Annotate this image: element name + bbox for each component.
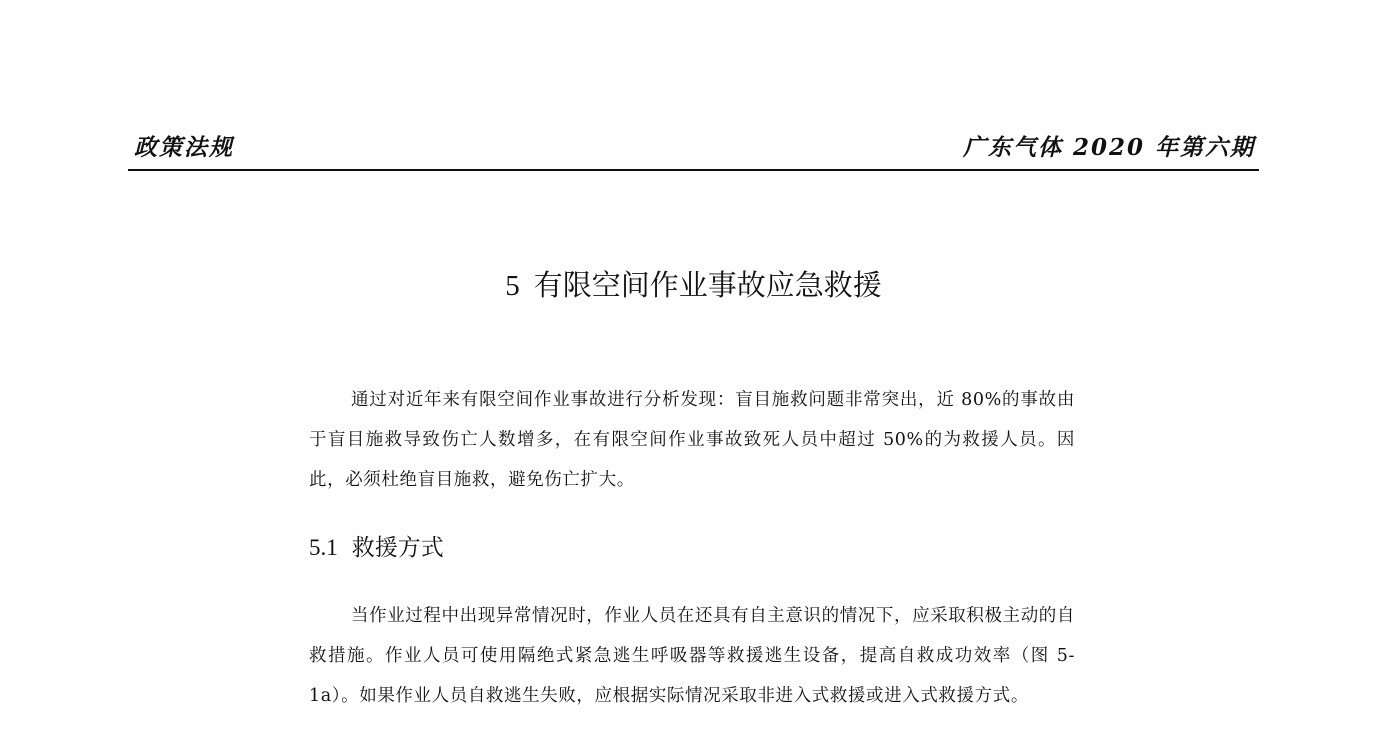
- chapter-number: 5: [505, 270, 520, 302]
- header-section-name: 政策法规: [134, 134, 234, 161]
- section-title: [309, 530, 444, 566]
- section-number: 5.1: [309, 535, 338, 560]
- intro-paragraph: 通过对近年来有限空间作业事故进行分析发现：盲目施救问题非常突出，近 80%的事故由于盲目施救导致伤亡人数增多，在有限空间作业事故致死人员中超过 50%的为救援人员。因此，必须杜绝盲目施救，避免伤亡扩大。: [309, 390, 1075, 490]
- section-paragraph: 当作业过程中出现异常情况时，作业人员在还具有自主意识的情况下，应采取积极主动的自救措施。作业人员可使用隔绝式紧急逃生呼吸器等救援逃生设备，提高自救成功效率（图 5-1a）。如果作业人员自救逃生失败，应根据实际情况采取非进入式救援或进入式救援方式。: [309, 606, 1075, 706]
- header-journal-issue: 广东气体 2020 年第六期: [962, 134, 1255, 161]
- chapter-title: [0, 264, 1387, 307]
- chapter-title-text: 有限空间作业事故应急救援: [533, 268, 882, 302]
- running-header: [128, 131, 1259, 171]
- section-title-text: 救援方式: [351, 535, 444, 561]
